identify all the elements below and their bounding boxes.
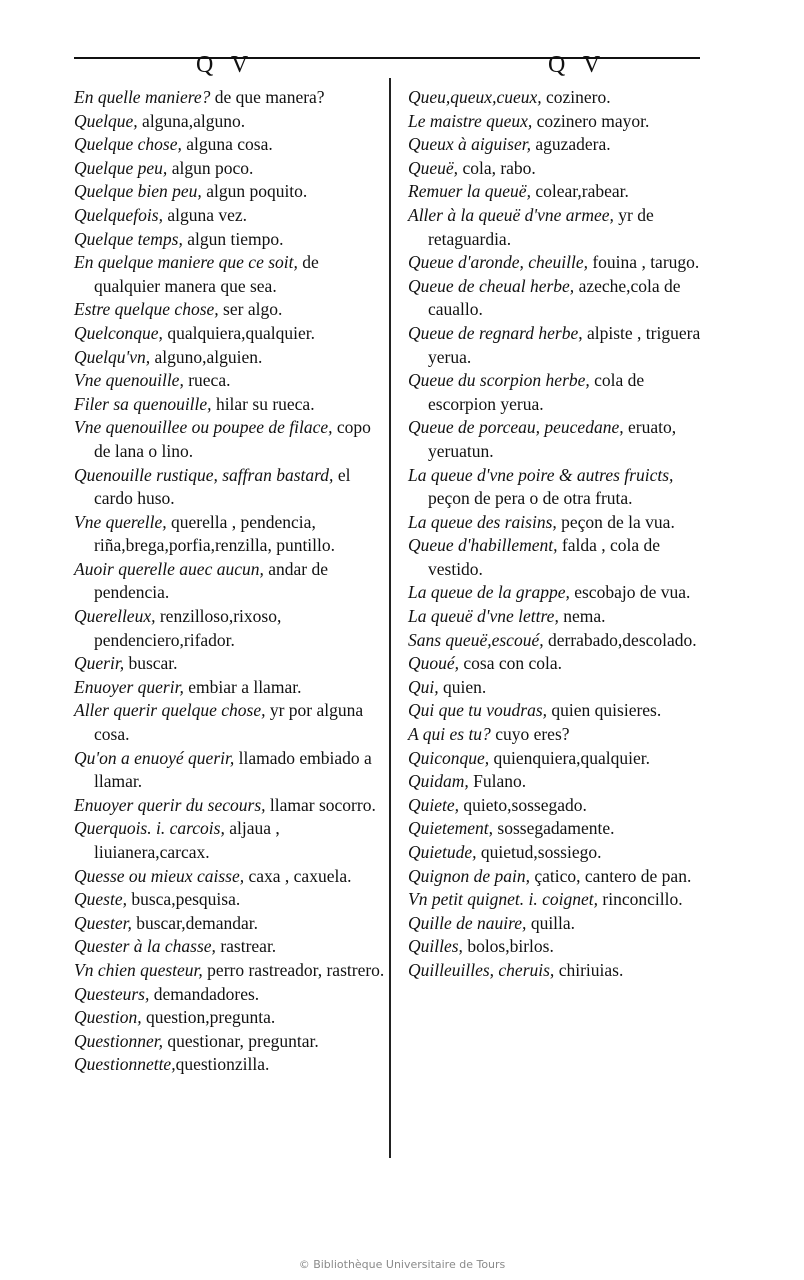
dictionary-entry <box>406 794 716 818</box>
dictionary-entry <box>72 888 388 912</box>
dictionary-entry <box>72 652 388 676</box>
dictionary-entry <box>72 110 388 134</box>
entry-definition: algun poquito. <box>201 181 308 202</box>
entry-headword: A qui es tu? <box>408 724 491 745</box>
entry-headword: Quignon de pain, <box>408 865 531 886</box>
dictionary-entry <box>72 180 388 204</box>
entry-headword: Queuë, <box>408 157 459 178</box>
entry-headword: Quelque temps, <box>74 228 183 249</box>
dictionary-entry <box>72 558 388 605</box>
dictionary-entry <box>406 912 716 936</box>
dictionary-entry <box>72 133 388 157</box>
entry-definition: çatico, cantero de pan. <box>530 865 692 886</box>
entry-headword: En quelle maniere? <box>74 87 211 107</box>
entry-headword: Vn chien questeur, <box>74 959 203 980</box>
dictionary-entry <box>72 959 388 983</box>
dictionary-entry <box>72 322 388 346</box>
running-head-left: Q V <box>196 52 255 78</box>
entry-headword: Quelque peu, <box>74 157 168 178</box>
entry-headword: Le maistre queux, <box>408 110 533 131</box>
entry-definition: cozinero mayor. <box>532 110 650 131</box>
entry-definition: aljaua , liuianera,carcax. <box>94 818 280 862</box>
entry-headword: Quenouille rustique, saffran bastard, <box>74 464 334 485</box>
entry-definition: llamado embiado a llamar. <box>94 747 372 792</box>
entry-headword: La queuë d'vne lettre, <box>408 606 559 627</box>
entry-definition: questionar, preguntar. <box>162 1030 319 1051</box>
entry-headword: Querelleux, <box>74 606 156 627</box>
dictionary-entry <box>406 322 716 369</box>
running-head-right: Q V <box>548 52 607 78</box>
entry-headword: Queu,queux,cueux, <box>408 87 542 107</box>
entry-definition: copo de lana o lino. <box>94 417 371 461</box>
dictionary-entry <box>406 935 716 959</box>
entry-definition: yr por alguna cosa. <box>94 700 364 745</box>
entry-headword: La queue d'vne poire & autres fruicts, <box>408 464 674 485</box>
entry-definition: fouina , tarugo. <box>587 252 700 273</box>
entry-headword: Quelquefois, <box>74 204 163 225</box>
entry-headword: Quester à la chasse, <box>74 936 216 957</box>
entry-headword: Vne quenouillee ou poupee de filace, <box>74 417 333 438</box>
dictionary-entry <box>406 888 716 912</box>
entry-headword: Quille de nauire, <box>408 912 527 933</box>
entry-definition: peçon de pera o de otra fruta. <box>428 488 633 509</box>
entry-definition: nema. <box>558 606 606 627</box>
dictionary-entry <box>406 581 716 605</box>
entry-definition: buscar. <box>124 653 178 674</box>
entry-headword: Quelque, <box>74 110 138 131</box>
dictionary-entry <box>72 865 388 889</box>
dictionary-entry <box>72 1006 388 1030</box>
entry-headword: Qu'on a enuoyé querir, <box>74 747 235 768</box>
entry-headword: Queue d'habillement, <box>408 535 558 556</box>
column-divider <box>389 78 391 1158</box>
entry-definition: algun tiempo. <box>182 228 284 249</box>
dictionary-entry <box>72 511 388 558</box>
dictionary-entry <box>72 935 388 959</box>
entry-headword: Queue de regnard herbe, <box>408 322 583 343</box>
entry-headword: Quelqu'vn, <box>74 346 151 367</box>
dictionary-entry <box>406 511 716 535</box>
entry-definition: caxa , caxuela. <box>244 865 352 886</box>
dictionary-entry <box>72 157 388 181</box>
dictionary-entry <box>406 747 716 771</box>
entry-headword: Vn petit quignet. i. coignet, <box>408 889 599 910</box>
dictionary-entry <box>406 770 716 794</box>
dictionary-entry <box>72 983 388 1007</box>
dictionary-entry <box>406 204 716 251</box>
entry-headword: Quilles, <box>408 936 463 957</box>
entry-definition: qualquiera,qualquier. <box>162 322 316 343</box>
entry-headword: Filer sa quenouille, <box>74 393 212 414</box>
entry-definition: hilar su rueca. <box>211 393 315 414</box>
entry-definition: rinconcillo. <box>598 889 683 910</box>
entry-headword: Quietement, <box>408 818 494 839</box>
entry-definition: perro rastreador, rastrero. <box>202 959 385 980</box>
dictionary-entry <box>406 180 716 204</box>
entry-definition: quieto,sossegado. <box>459 794 587 815</box>
dictionary-entry <box>72 794 388 818</box>
entry-definition: bolos,birlos. <box>462 936 554 957</box>
entry-definition: cola, rabo. <box>458 157 536 178</box>
dictionary-entry <box>72 676 388 700</box>
entry-headword: Remuer la queuë, <box>408 181 531 202</box>
dictionary-entry <box>406 841 716 865</box>
dictionary-entry <box>406 133 716 157</box>
entry-headword: Enuoyer querir du secours, <box>74 794 266 815</box>
entry-headword: La queue de la grappe, <box>408 582 570 603</box>
entry-definition: Fulano. <box>468 771 527 792</box>
entry-definition: yr de retaguardia. <box>428 204 654 249</box>
entry-definition: questionzilla. <box>175 1054 270 1075</box>
dictionary-entry <box>406 110 716 134</box>
entry-definition: colear,rabear. <box>530 181 629 202</box>
dictionary-entry <box>72 699 388 746</box>
dictionary-entry <box>72 251 388 298</box>
entry-definition: alpiste , triguera yerua. <box>428 322 701 367</box>
entry-definition: aguzadera. <box>530 134 611 155</box>
entry-definition: quilla. <box>526 912 576 933</box>
entry-definition: question,pregunta. <box>141 1007 276 1028</box>
entry-headword: Questionnette, <box>74 1054 176 1075</box>
entry-headword: En quelque maniere que ce soit, <box>74 252 298 273</box>
dictionary-entry <box>406 369 716 416</box>
entry-headword: Quoué, <box>408 653 460 674</box>
entry-headword: Sans queuë,escoué, <box>408 629 544 650</box>
dictionary-entry <box>406 416 716 463</box>
entry-headword: Quelque chose, <box>74 134 182 155</box>
dictionary-entry <box>72 369 388 393</box>
entry-headword: Quiete, <box>408 794 460 815</box>
entry-definition: el cardo huso. <box>94 464 351 509</box>
entry-definition: de que manera? <box>210 87 325 107</box>
dictionary-entry <box>406 86 716 110</box>
dictionary-entry <box>72 416 388 463</box>
dictionary-entry <box>72 228 388 252</box>
entry-definition: azeche,cola de cauallo. <box>428 275 681 320</box>
dictionary-entry <box>406 534 716 581</box>
entry-definition: quien quisieres. <box>547 700 662 721</box>
entry-definition: alguna vez. <box>162 204 248 225</box>
entry-definition: demandadores. <box>149 983 260 1004</box>
entry-definition: de qualquier manera que sea. <box>94 252 319 296</box>
entry-headword: Aller à la queuë d'vne armee, <box>408 204 614 225</box>
entry-headword: Questionner, <box>74 1030 163 1051</box>
entry-headword: Qui, <box>408 676 439 697</box>
dictionary-entry <box>406 817 716 841</box>
entry-headword: Queue du scorpion herbe, <box>408 370 590 391</box>
entry-definition: andar de pendencia. <box>94 558 328 603</box>
entry-definition: llamar socorro. <box>265 794 376 815</box>
entry-definition: eruato, yeruatun. <box>428 417 677 461</box>
dictionary-entry <box>72 817 388 864</box>
right-column <box>406 86 716 983</box>
dictionary-entry <box>406 676 716 700</box>
entry-headword: La queue des raisins, <box>408 511 557 532</box>
entry-definition: embiar a llamar. <box>183 676 302 697</box>
entry-definition: algun poco. <box>167 157 254 178</box>
entry-definition: renzilloso,rixoso, pendenciero,rifador. <box>94 606 282 650</box>
dictionary-entry <box>406 865 716 889</box>
dictionary-entry <box>406 464 716 511</box>
entry-definition: alguno,alguien. <box>150 346 263 367</box>
dictionary-entry <box>72 605 388 652</box>
entry-definition: buscar,demandar. <box>131 912 258 933</box>
dictionary-entry <box>72 1053 388 1077</box>
dictionary-entry <box>72 346 388 370</box>
entry-headword: Questeurs, <box>74 983 150 1004</box>
dictionary-entry <box>406 959 716 983</box>
dictionary-entry <box>406 629 716 653</box>
left-column <box>72 86 388 1077</box>
entry-headword: Quiconque, <box>408 747 490 768</box>
entry-definition: alguna cosa. <box>181 134 273 155</box>
dictionary-entry <box>406 723 716 747</box>
entry-headword: Question, <box>74 1007 142 1028</box>
entry-headword: Queux à aiguiser, <box>408 134 531 155</box>
entry-headword: Vne querelle, <box>74 511 167 532</box>
dictionary-entry <box>72 912 388 936</box>
dictionary-entry <box>406 652 716 676</box>
entry-definition: peçon de la vua. <box>556 511 675 532</box>
entry-definition: quien. <box>438 676 487 697</box>
entry-headword: Queue de cheual herbe, <box>408 275 575 296</box>
entry-headword: Queue d'aronde, cheuille, <box>408 252 588 273</box>
entry-headword: Quester, <box>74 912 132 933</box>
entry-definition: busca,pesquisa. <box>126 889 241 910</box>
entry-headword: Quietude, <box>408 842 477 862</box>
dictionary-entry <box>72 204 388 228</box>
entry-definition: querella , pendencia, riña,brega,porfia,renzilla, puntillo. <box>94 511 336 556</box>
dictionary-entry <box>72 393 388 417</box>
entry-headword: Quelconque, <box>74 322 163 343</box>
entry-definition: alguna,alguno. <box>137 110 246 131</box>
entry-headword: Quelque bien peu, <box>74 181 202 202</box>
entry-headword: Qui que tu voudras, <box>408 700 548 721</box>
entry-definition: escobajo de vua. <box>569 582 691 603</box>
dictionary-entry <box>72 1030 388 1054</box>
dictionary-entry <box>72 298 388 322</box>
entry-definition: falda , cola de vestido. <box>428 535 661 579</box>
dictionary-entry <box>406 605 716 629</box>
dictionary-entry <box>406 251 716 275</box>
library-credit: © Bibliothèque Universitaire de Tours <box>298 1258 506 1271</box>
dictionary-entry <box>72 86 388 110</box>
entry-definition: cosa con cola. <box>459 653 563 674</box>
entry-headword: Quidam, <box>408 771 469 792</box>
entry-definition: ser algo. <box>218 299 283 320</box>
entry-definition: chiriuias. <box>554 959 624 980</box>
entry-headword: Quilleuilles, cheruis, <box>408 959 555 980</box>
dictionary-entry <box>406 275 716 322</box>
entry-headword: Querir, <box>74 653 125 674</box>
entry-definition: quienquiera,qualquier. <box>489 747 651 768</box>
entry-headword: Aller querir quelque chose, <box>74 700 266 721</box>
dictionary-entry <box>406 699 716 723</box>
entry-headword: Vne quenouille, <box>74 370 184 391</box>
entry-definition: cozinero. <box>541 87 611 107</box>
entry-headword: Auoir querelle auec aucun, <box>74 558 264 579</box>
entry-definition: derrabado,descolado. <box>543 629 697 650</box>
entry-definition: rueca. <box>183 370 231 391</box>
dictionary-entry <box>406 157 716 181</box>
entry-headword: Estre quelque chose, <box>74 299 219 320</box>
entry-definition: sossegadamente. <box>493 818 615 839</box>
entry-definition: quietud,sossiego. <box>476 842 602 862</box>
entry-headword: Querquois. i. carcois, <box>74 818 225 839</box>
entry-headword: Enuoyer querir, <box>74 676 184 697</box>
dictionary-entry <box>72 747 388 794</box>
entry-definition: rastrear. <box>215 936 277 957</box>
entry-headword: Queue de porceau, peucedane, <box>408 417 624 438</box>
dictionary-entry <box>72 464 388 511</box>
entry-headword: Quesse ou mieux caisse, <box>74 865 245 886</box>
entry-definition: cuyo eres? <box>490 724 570 745</box>
entry-headword: Queste, <box>74 889 127 910</box>
entry-definition: cola de escorpion yerua. <box>428 370 645 414</box>
